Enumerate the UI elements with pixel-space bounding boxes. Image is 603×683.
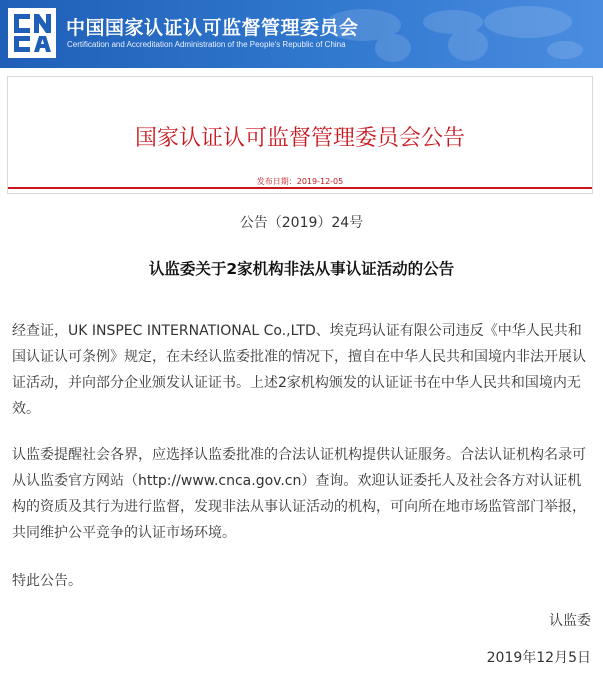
publish-date: 发布日期：2019-12-05 [256,177,344,186]
body-paragraph-1: 经查证，UK INSPEC INTERNATIONAL Co.,LTD、埃克玛认证有限公司违反《中华人民共和国认证认可条例》规定，在未经认监委批准的情况下，擅自在中华人民共和国境内非法开展认证活动，并向部分企业颁发认证证书。上述2家机构颁发的认证证书在中华人民共和国境内无效。 [12,323,586,417]
org-name-cn: 中国国家认证认可监督管理委员会 [66,17,359,39]
org-name-en: Certification and Accreditation Administration of the People's Republic of China [67,40,346,49]
body-paragraph-2: 认监委提醒社会各界，应选择认监委批准的合法认证机构提供认证服务。合法认证机构名录可从认监委官方网站（http://www.cnca.gov.cn）查询。欢迎认证委托人及社会各方对认证机构的资质及其行为进行监督，发现非法从事认证活动的机构，可向所在地市场监管部门举报，共同维护公平竞争的认证市场环境。 [12,447,586,541]
announcement-number: 公告（2019）24号 [239,215,364,231]
cnca-logo [8,8,56,58]
red-divider [8,187,592,189]
signature-org: 认监委 [549,613,591,629]
body-paragraph-3: 特此公告。 [12,573,82,589]
document-title: 认监委关于2家机构非法从事认证活动的公告 [148,260,455,278]
notice-header-box [7,76,593,194]
signature-date: 2019年12月5日 [486,650,591,666]
notice-title: 国家认证认可监督管理委员会公告 [134,126,465,151]
header-banner [0,0,603,68]
